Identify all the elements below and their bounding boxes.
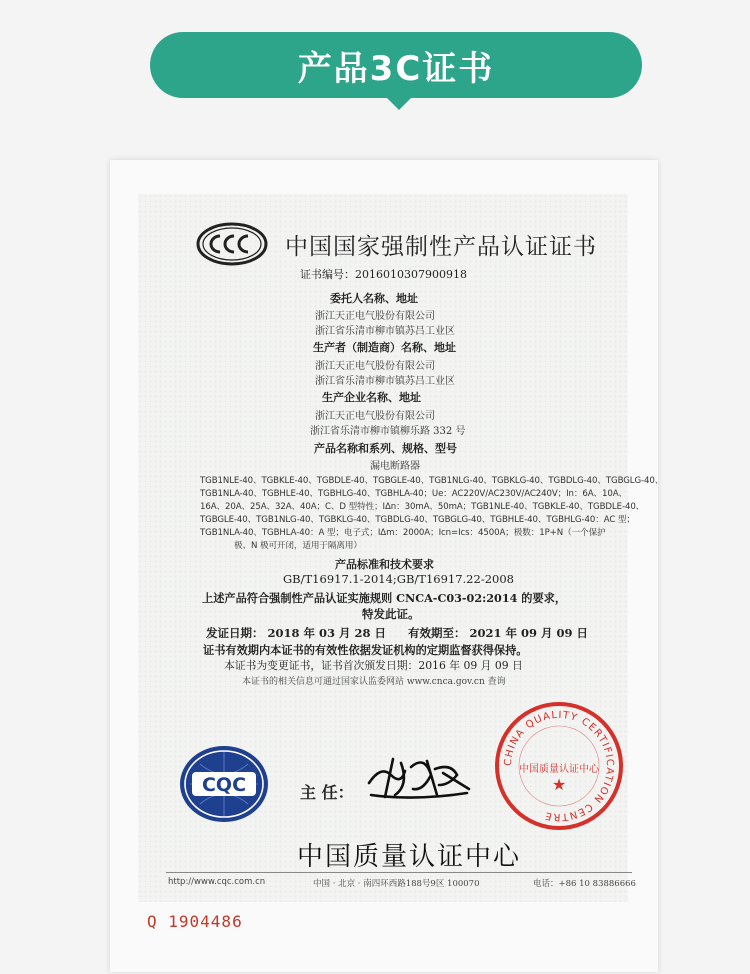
certificate-serial: Q 1904486: [147, 912, 243, 931]
title-banner: [150, 32, 642, 98]
factory-name: 浙江天正电气股份有限公司: [315, 411, 435, 422]
official-seal: [493, 700, 625, 832]
cqc-logo-text: CQC: [201, 774, 247, 796]
manufacturer-heading: 生产者（制造商）名称、地址: [313, 341, 456, 354]
product-heading: 产品名称和系列、规格、型号: [314, 442, 457, 455]
factory-heading: 生产企业名称、地址: [322, 391, 421, 404]
director-label: 主 任：: [300, 783, 354, 802]
seal-text-english: CHINA QUALITY CERTIFICATION CENTRE: [502, 709, 616, 823]
footer-divider: [166, 872, 632, 873]
spec-line: 16A、20A、25A、32A、40A；C、D 型特性；IΔn：30mA、50mA；TGB1NLE-40、TGBKLE-40、TGBDLE-40、: [200, 502, 645, 512]
banner-pointer: [385, 96, 413, 110]
spec-line: TGB1NLA-40、TGBHLA-40：A 型；电子式；IΔm：2000A；Icn=Ics：4500A；极数：1P+N（一个保护: [200, 528, 606, 538]
banner-title: 产品3C证书: [297, 48, 495, 89]
conformity-statement: 上述产品符合强制性产品认证实施规则 CNCA-C03-02:2014 的要求，: [202, 591, 567, 605]
seal-text-chinese: 中国质量认证中心: [519, 764, 599, 775]
client-name: 浙江天正电气股份有限公司: [315, 311, 435, 322]
manufacturer-name: 浙江天正电气股份有限公司: [315, 361, 435, 372]
issuing-center-name: 中国质量认证中心: [297, 842, 522, 872]
certificate-title: 中国国家强制性产品认证证书: [285, 234, 597, 260]
spec-line: TGBGLE-40、TGB1NLG-40、TGBKLG-40、TGBDLG-40、TGBGLG-40、TGBHLE-40、TGBHLG-40：AC 型；: [200, 515, 635, 525]
footer-url: http://www.cqc.com.cn: [168, 877, 266, 887]
issue-date: 发证日期： 2018 年 03 月 28 日: [206, 626, 387, 640]
standard-text: GB/T16917.1-2014;GB/T16917.22-2008: [283, 572, 514, 586]
conformity-statement-end: 特发此证。: [362, 607, 420, 621]
spec-line: 极、N 极可开闭，适用于隔离用）: [234, 541, 362, 551]
factory-address: 浙江省乐清市柳市镇柳乐路 332 号: [310, 426, 466, 437]
footer-address: 中国 · 北京 · 南四环西路188号9区 100070: [313, 879, 480, 889]
validity-note: 证书有效期内本证书的有效性依据发证机构的定期监督获得保持。: [203, 643, 528, 657]
ccc-logo-icon: [196, 222, 268, 266]
standard-heading: 产品标准和技术要求: [335, 558, 434, 571]
svg-text:★: ★: [551, 775, 567, 794]
manufacturer-address: 浙江省乐清市柳市镇苏吕工业区: [315, 376, 455, 387]
product-name: 漏电断路器: [370, 461, 420, 472]
change-note: 本证书为变更证书，证书首次颁发日期：2016 年 09 月 09 日: [224, 659, 523, 672]
query-note: 本证书的相关信息可通过国家认监委网站 www.cnca.gov.cn 查询: [242, 677, 506, 687]
director-signature: [365, 745, 475, 805]
client-address: 浙江省乐清市柳市镇苏吕工业区: [315, 326, 455, 337]
valid-until-date: 有效期至： 2021 年 09 月 09 日: [408, 626, 589, 640]
cqc-logo-icon: [176, 740, 272, 828]
footer-phone: 电话：+86 10 83886666: [533, 879, 636, 889]
certificate-number: 证书编号：2016010307900918: [300, 268, 467, 281]
client-heading: 委托人名称、地址: [330, 292, 418, 305]
spec-line: TGB1NLA-40、TGBHLE-40、TGBHLG-40、TGBHLA-40；Ue：AC220V/AC230V/AC240V；In：6A、10A、: [200, 489, 628, 499]
spec-line: TGB1NLE-40、TGBKLE-40、TGBDLE-40、TGBGLE-40、TGB1NLG-40、TGBKLG-40、TGBDLG-40、TGBGLG-40、: [200, 476, 664, 486]
